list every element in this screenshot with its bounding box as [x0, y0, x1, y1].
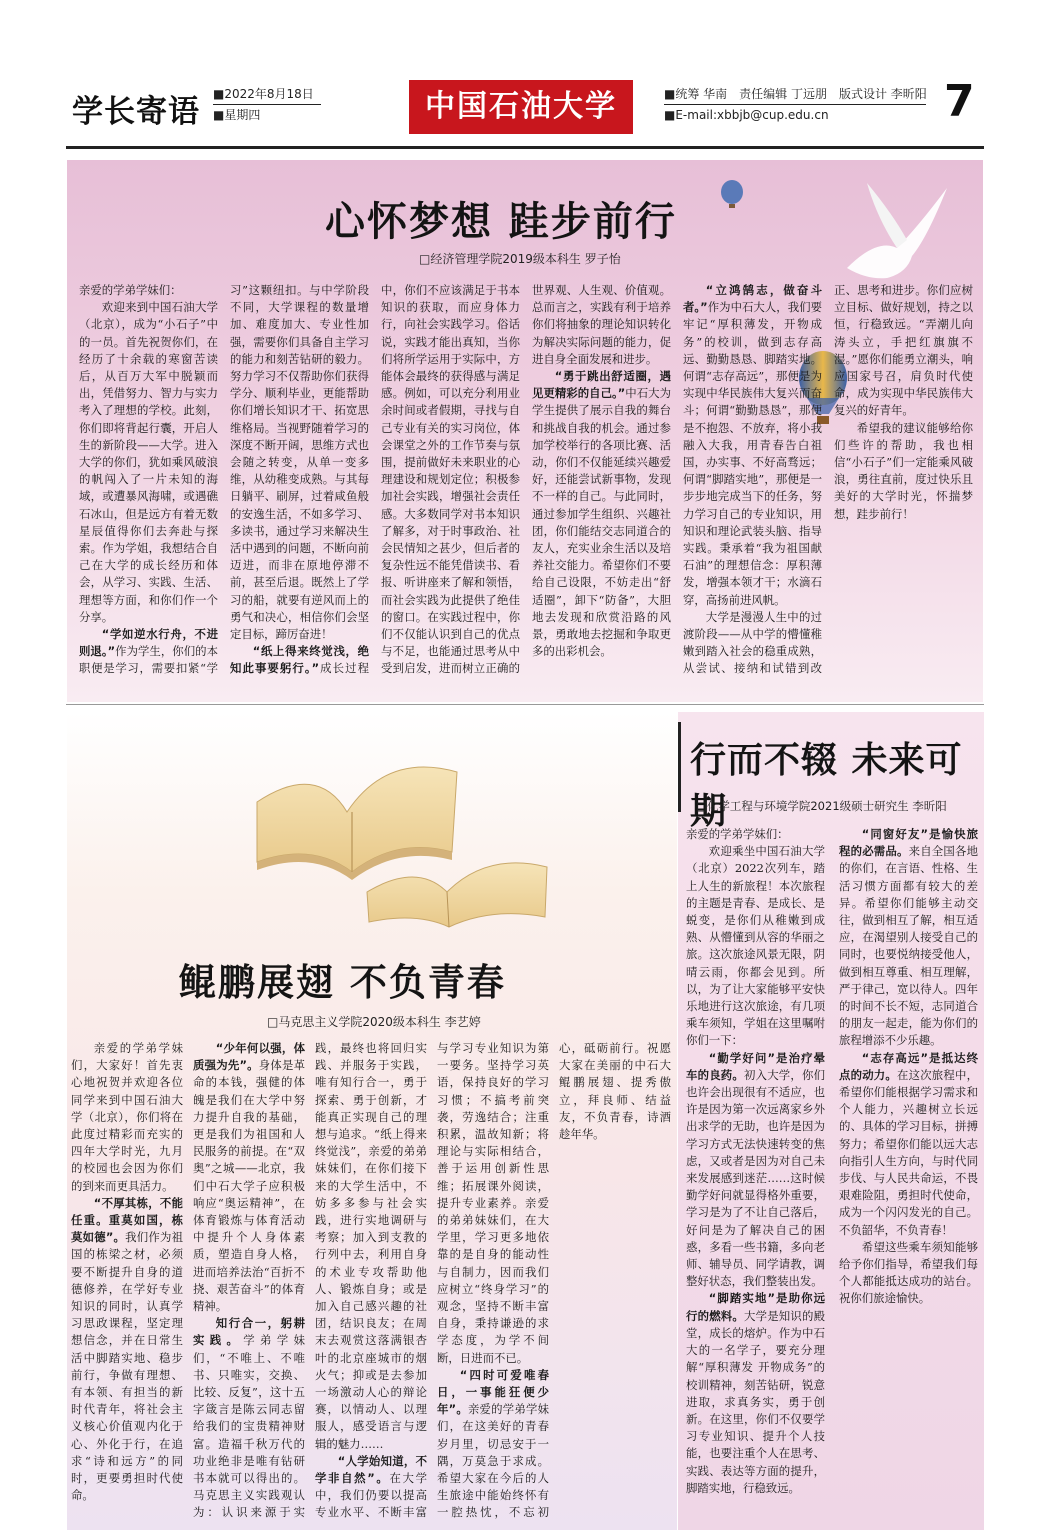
paragraph: 欢迎来到中国石油大学（北京），成为“小石子”中的一员。首先祝贺你们，在经历了十余载的寒窗苦读后，从百万大军中脱颖而出，凭借努力、智力与实力考入了理想的学校。此刻，你们即将背起行囊，开启人生的新阶段——大学。进入大学的你们，犹如乘风破浪的帆闯入了一片未知的海域，或遭暴风海啸，或遇礁石冰山，但是远方有着无数星辰值得你们去奔赴与探索。作为学姐，我想结合自己在大学的成长经历和体会，从学习、实践、生活、理想等方面，和你们作一个分享。	[79, 300, 218, 624]
paragraph: 大学是漫漫人生中的过渡阶段——从中学的懵懂稚嫩到踏入社会的稳重成熟，从尝试、接纳和试错到改正、思考和进步。你们应树立目标、做好规划，持之以恒，行稳致远。“弄潮儿向涛头立，手把红旗旗不湿。”愿你们能勇立潮头，响应国家号召，肩负时代使命，成为实现中华民族伟大复兴的好青年。	[683, 283, 973, 676]
article-youth	[67, 712, 677, 1530]
paragraph: “四时可爱唯春日，一事能狂便少年”。亲爱的学弟学妹们，在这美好的青春岁月里，切忌安于一隅，万莫急于求成。希望大家在今后的人生旅途中能始终怀有一腔热忱，不忘初心，砥砺前行。祝愿大家在美丽的中石大鲲鹏展翅、提秀傲立，拜良师、结益友，不负青春，诗酒趁年华。	[437, 1041, 671, 1520]
title-rule	[678, 722, 681, 812]
paragraph: “志存高远”是抵达终点的动力。在这次旅程中，希望你们能根据学习需求和个人能力，兴趣树立长远的、具体的学习目标，拼搏努力；希望你们能以远大志向指引人生方向，与时代同步伐、与人民共命运，不畏艰难险阻，勇担时代使命，成为一个闪闪发光的自己。不负韶华，不负青春！	[839, 1050, 978, 1237]
header-rule	[66, 146, 984, 149]
paragraph: “立鸿鹄志，做奋斗者。”作为中石大人，我们要牢记“厚积薄发，开物成务”的校训，做到志存高远、勤勤恳恳、脚踏实地。何谓“志存高远”，那便是为实现中华民族伟大复兴而奋斗；何谓“勤勤恳恳”，那便是不抱怨、不放弃，将小我融入大我，用青春告白祖国，办实事、不好高骛远；何谓“脚踏实地”，那便是一步步地完成当下的任务，努力学习自己的专业知识，用知识和理论武装头脑、指导实践。秉承着“我为祖国献石油”的理想信念：厚积薄发，增强本领才干；水滴石穿，高扬前进风帆。	[683, 283, 822, 607]
paragraph: “纸上得来终觉浅，绝知此事要躬行。”成长过程中，你们不应该满足于书本知识的获取，而应身体力行，向社会实践学习。俗话说，实践才能出真知，当你们将所学运用于实际中，方能体会最终的获得感与满足感。例如，可以充分利用业余时间或者假期，寻找与自己专业有关的实习岗位，体会课堂之外的工作节奏与氛围，提前做好未来职业的心理建设和规划定位；积极参加社会实践，增强社会责任感。大多数同学对书本知识了解多，对于时事政治、社会民情知之甚少，但后者的复杂性远不能凭借读书、看报、听讲座来了解和领悟，而社会实践为此提供了绝佳的窗口。在实践过程中，你们不仅能认识到自己的优点与不足，也能通过思考从中受到启发，进而树立正确的世界观、人生观、价值观。总而言之，实践有利于培养你们将抽象的理论知识转化为解决实际问题的能力，促进自身全面发展和进步。	[230, 283, 671, 676]
article-journey	[678, 712, 984, 1530]
contact-email: ■E-mail:xbbjb@cup.edu.cn	[664, 108, 829, 122]
article-byline: □化学工程与环境学院2021级硕士研究生 李昕阳	[696, 799, 947, 813]
article-title: 鲲鹏展翅 不负青春	[179, 961, 506, 1004]
editor-credits: ■统筹 华南 责任编辑 丁远朋 版式设计 李昕阳	[664, 84, 926, 105]
issue-weekday: ■星期四	[213, 108, 261, 122]
paragraph: 希望我的建议能够给你们些许的帮助，我也相信“小石子”们一定能乘风破浪，勇往直前，度过快乐且美好的大学时光，怀揣梦想，跬步前行！	[834, 420, 973, 521]
paragraph: “脚踏实地”是助你远行的燃料。大学是知识的殿堂，成长的熔炉。作为中石大的一名学子，要充分理解“厚积薄发 开物成务”的校训精神，刻苦钻研，锐意进取，求真务实，勇于创新。在这里，你们不仅要学习专业知识、提升个人技能，也要注重个人在思考、实践、表达等方面的提升，脚踏实地，行稳致远。	[686, 1291, 825, 1495]
section-divider	[66, 704, 984, 705]
article-byline: □马克思主义学院2020级本科生 李艺婷	[267, 1015, 481, 1029]
credits-box	[664, 84, 926, 125]
article-byline: □经济管理学院2019级本科生 罗子怡	[419, 252, 621, 266]
salutation: 亲爱的学弟学妹们：	[79, 283, 182, 297]
paragraph: “勤学好问”是治疗晕车的良药。初入大学，你们也许会出现很有不适应，也许是因为第一次远离家乡外出求学的无助，也许是因为学习方式无法快速转变的焦虑，又或者是因为对自己未来发展感到迷茫……这时候勤学好问就显得格外重要，学习是为了不让自己落后，好问是为了解决自己的困惑，多看一些书籍，多向老师、辅导员、同学请教，调整好状态，我们整装出发。	[686, 1050, 825, 1289]
newspaper-logo: 中国石油大学	[409, 80, 633, 134]
article-body	[71, 1040, 671, 1524]
paragraph: “不厚其栋，不能任重。重莫如国，栋莫如德”。我们作为祖国的栋梁之材，必须要不断提升自身的道德修养，在学好专业知识的同时，认真学习思政课程，坚定理想信念，并在日常生活中脚踏实地、稳步前行，争做有理想、有本领、有担当的新时代青年，将社会主义核心价值观内化于心、外化于行，在追求“诗和远方”的同时，更要勇担时代使命。	[71, 1195, 183, 1503]
paragraph: 知行合一，躬耕实践。学弟学妹们，“不唯上、不唯书、只唯实，交换、比较、反复”，这十五字箴言是陈云同志留给我们的宝贵精神财富。造福千秋万代的功业绝非是唯有钻研书本就可以得出的。马克思主义实践观认为：认识来源于实践，最终也将回归实践、并服务于实践，唯有知行合一，勇于探索、勇于创新，才能真正实现自己的理想与追求。“纸上得来终觉浅”，亲爱的弟弟妹妹们，在你们接下来的大学生活中，不妨多多参与社会实践，进行实地调研与考察；加入到支教的行列中去，利用自身的术业专攻帮助他人、锻炼自身；或是加入自己感兴趣的社团，结识良友；在周末去观赏这落满银杏叶的北京座城市的烟火气；抑或是去参加一场激动人心的辩论赛，以情动人、以理服人，感受语言与逻辑的魅力……	[193, 1041, 427, 1520]
article-body	[79, 282, 973, 692]
open-book-icon	[107, 742, 607, 932]
paragraph: 亲爱的学弟学妹们，大家好！首先衷心地祝贺并欢迎各位同学来到中国石油大学（北京），你们将在此度过精彩而充实的四年大学时光，九月的校园也会因为你们的到来而更具活力。	[71, 1041, 183, 1193]
article-title: 行而不辍 未来可期	[690, 740, 963, 832]
paragraph: “人学始知道，不学非自然”。在大学中，我们仍要以提高专业水平、不断丰富与学习专业知识为第一要务。坚持学习英语，保持良好的学习习惯；不搞考前突袭，劳逸结合；注重积累，温故知新；将理论与实际相结合，善于运用创新性思维；拓展课外阅读，提升专业素养。亲爱的弟弟妹妹们，在大学里，学习更多地依靠的是自身的能动性与自制力，因而我们应树立“终身学习”的观念，坚持不断丰富自身，秉持谦逊的求学态度，为学不间断，日进而不已。	[315, 1041, 549, 1520]
paragraph: 希望这些乘车须知能够给予你们指导，希望我们每个人都能抵达成功的站台。祝你们旅途愉快。	[839, 1239, 978, 1306]
section-title: 学长寄语	[72, 94, 200, 130]
paragraph: 欢迎乘坐中国石油大学（北京）2022次列车，踏上人生的新旅程！本次旅程的主题是青春、是成长、是蜕变，是你们从稚嫩到成熟、从懵懂到从容的华丽之旅。这次旅途风景无限，阴晴云雨，你都会见到。所以，为了让大家能够平安快乐地进行这次旅途，有几项乘车须知，学姐在这里嘱咐你们一下：	[686, 844, 825, 1048]
paragraph: “学如逆水行舟，不进则退。”作为学生，你们的本职便是学习，需要扣紧“学习”这颗纽扣。与中学阶段不同，大学课程的数量增加、难度加大、专业性加强，需要你们具备自主学习的能力和刻苦钻研的毅力。努力学习不仅帮助你们获得学分、顺利毕业，更能帮助你们增长知识才干、拓宽思维格局。当视野随着学习的深度不断开阔，思维方式也会随之转变，从单一变多维，从幼稚变成熟。与其每日躺平、刷屏，过着咸鱼般的安逸生活，不如多学习、多读书，通过学习来解决生活中遇到的问题，不断向前迈进，而非在原地停滞不前，甚至后退。既然上了学习的船，就要有逆风而上的勇气和决心，相信你们会坚定目标，蹄厉奋进！	[79, 283, 369, 676]
article-dream	[67, 160, 983, 702]
small-balloon-icon	[719, 180, 745, 210]
page-number: 7	[944, 76, 975, 127]
paragraph: “少年何以强，体质强为先”。身体是革命的本钱，强健的体魄是我们在大学中努力提升自我的基础，更是我们为祖国和人民服务的前提。在“双奥”之城——北京，我们中石大学子应积极响应“奥运精神”，在体育锻炼与体育活动中提升个人身体素质，塑造自身人格，进而培养法治“百折不挠、艰苦奋斗”的体育精神。	[193, 1041, 305, 1314]
article-body	[686, 826, 978, 1526]
paragraph: “勇于跳出舒适圈，遇见更精彩的自己。”中石大为学生提供了展示自我的舞台和挑战自我的机会。通过参加学校举行的各项比赛、活动，你们不仅能延续兴趣爱好，还能尝试新事物，发现不一样的自己。与此同时，通过参加学生组织、兴趣社团，你们能结交志同道合的友人，充实业余生活以及培养社交能力。希望你们不要给自己设限，不妨走出“舒适圈”，卸下“防备”，大胆地去发现和欣赏沿路的风景，勇敢地去挖掘和争取更多的出彩机会。	[532, 369, 671, 659]
issue-date: ■2022年8月18日	[213, 84, 321, 105]
dove-icon	[837, 178, 957, 288]
article-title: 心怀梦想 跬步前行	[325, 199, 677, 245]
page-header	[0, 0, 1050, 148]
salutation: 亲爱的学弟学妹们：	[686, 827, 789, 841]
paragraph: “同窗好友”是愉快旅程的必需品。来自全国各地的你们，在言语、性格、生活习惯方面都有较大的差异。希望你们能够主动交往，做到相互了解，相互适应，在渴望别人接受自己的同时，也要悦纳接受他人，做到相互尊重、相互理解，严于律己，宽以待人。四年的时间不长不短，志同道合的朋友一起走，能为你们的旅程增添不少乐趣。	[839, 827, 978, 1048]
date-box	[213, 84, 321, 125]
